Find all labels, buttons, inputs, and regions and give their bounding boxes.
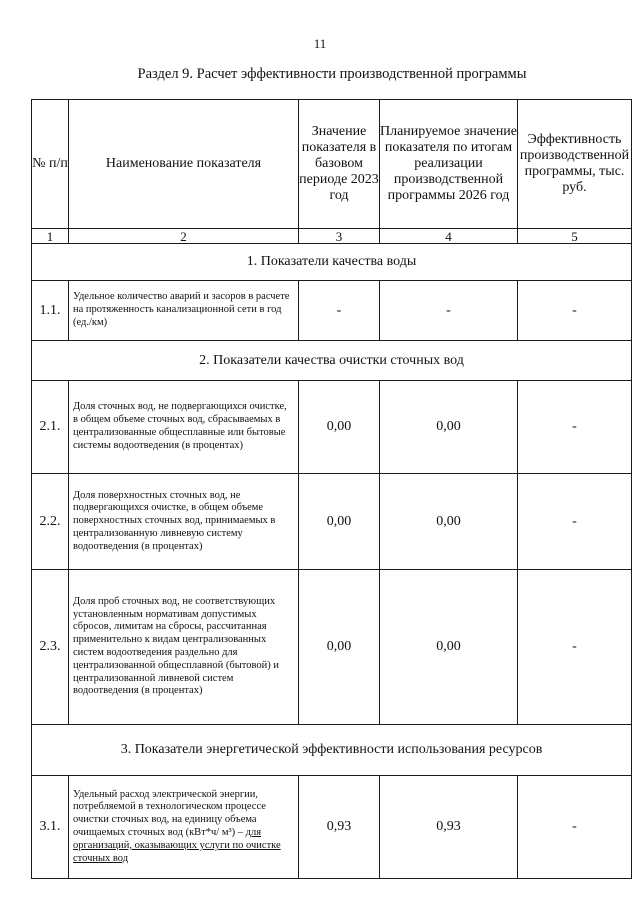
row-planned-value: 0,00 (380, 381, 518, 474)
row-number: 2.1. (32, 381, 69, 474)
row-name (69, 776, 299, 879)
row-name: Удельное количество аварий и засоров в расчете на протяженность канализационной сети в год (ед./км) (69, 281, 299, 341)
row-name-main: Удельный расход электрической энергии, потребляемой в технологическом процессе очистки сточных вод, на единицу объема очищаемых сточных вод (кВт*ч/ м³) – (73, 788, 266, 838)
table-header-row (32, 100, 632, 229)
row-name: Доля поверхностных сточных вод, не подвергающихся очистке, в общем объеме поверхностных сточных вод, принимаемых в централизованную ливневую систему водоотведения (в процентах) (69, 474, 299, 570)
row-planned-value: 0,00 (380, 474, 518, 570)
row-efficiency: - (518, 381, 632, 474)
row-efficiency: - (518, 570, 632, 725)
header-base-value: Значение показателя в базовом периоде 2023 год (299, 100, 380, 229)
group-title: 1. Показатели качества воды (32, 244, 632, 281)
table-row (32, 570, 632, 725)
row-name: Доля сточных вод, не подвергающихся очистке, в общем объеме сточных вод, сбрасываемых в централизованные общесплавные или бытовые системы водоотведения (в процентах) (69, 381, 299, 474)
page-number: 11 (313, 36, 327, 51)
row-planned-value: - (380, 281, 518, 341)
group-header-row (32, 725, 632, 776)
table-row (32, 474, 632, 570)
column-number: 4 (380, 229, 518, 244)
row-planned-value: 0,93 (380, 776, 518, 879)
column-number: 3 (299, 229, 380, 244)
group-title: 2. Показатели качества очистки сточных вод (32, 341, 632, 381)
row-base-value: 0,93 (299, 776, 380, 879)
row-number: 2.2. (32, 474, 69, 570)
row-efficiency: - (518, 281, 632, 341)
header-indicator-name: Наименование показателя (69, 100, 299, 229)
column-numbers-row (32, 229, 632, 244)
row-base-value: 0,00 (299, 474, 380, 570)
row-name-underlined: для организаций, оказывающих услуги по очистке сточных вод (73, 827, 281, 864)
column-number: 1 (32, 229, 69, 244)
table-row (32, 281, 632, 341)
row-number: 3.1. (32, 776, 69, 879)
row-efficiency: - (518, 474, 632, 570)
header-planned-value: Планируемое значение показателя по итогам реализации производственной программы 2026 год (380, 100, 518, 229)
row-number: 2.3. (32, 570, 69, 725)
efficiency-table (31, 99, 632, 879)
row-base-value: 0,00 (299, 381, 380, 474)
group-header-row (32, 341, 632, 381)
group-header-row (32, 244, 632, 281)
row-base-value: - (299, 281, 380, 341)
section-title: Раздел 9. Расчет эффективности производственной программы (137, 66, 527, 82)
column-number: 2 (69, 229, 299, 244)
column-number: 5 (518, 229, 632, 244)
row-name: Доля проб сточных вод, не соответствующих установленным нормативам допустимых сбросов, лимитам на сбросы, рассчитанная применительно к видам централизованных систем водоотведения раздельно для централизованной общесплавной (бытовой) и централизованной ливневой систем водоотведения (в процентах) (69, 570, 299, 725)
row-number: 1.1. (32, 281, 69, 341)
table-row (32, 381, 632, 474)
table-row (32, 776, 632, 879)
row-efficiency: - (518, 776, 632, 879)
group-title: 3. Показатели энергетической эффективности использования ресурсов (32, 725, 632, 776)
row-base-value: 0,00 (299, 570, 380, 725)
row-planned-value: 0,00 (380, 570, 518, 725)
header-number: № п/п (32, 100, 69, 229)
header-efficiency: Эффективность производственной программы, тыс. руб. (518, 100, 632, 229)
